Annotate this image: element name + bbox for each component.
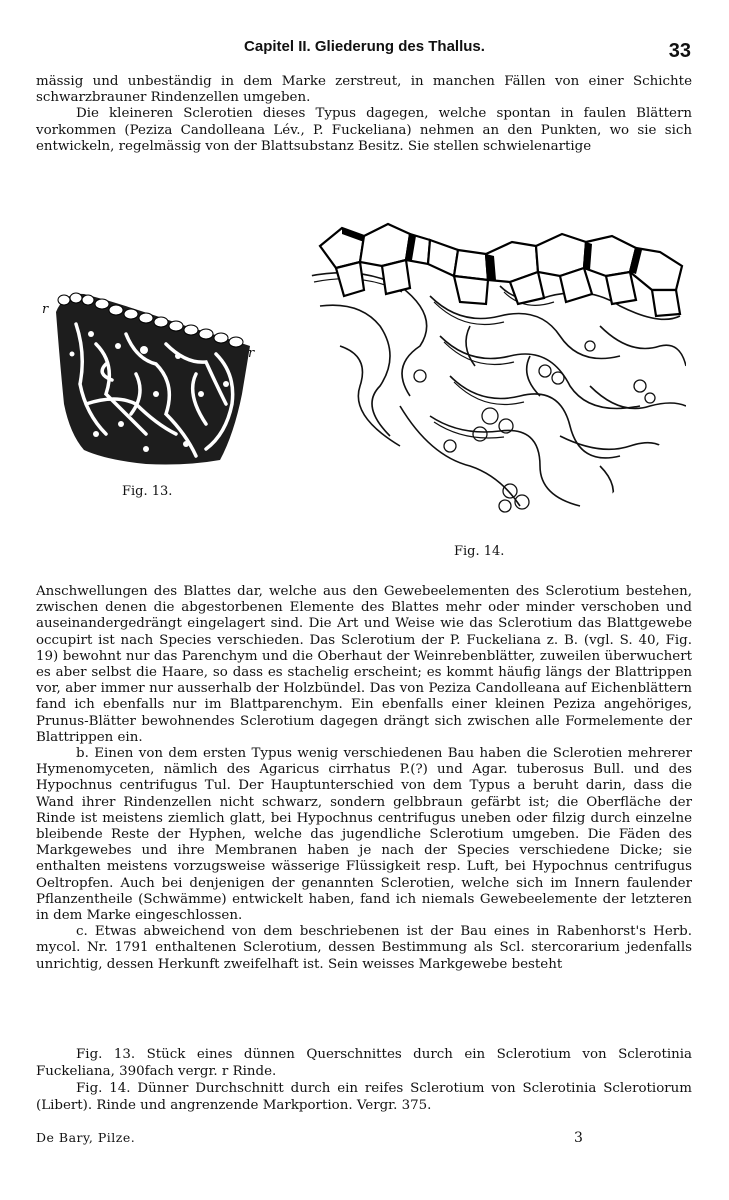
figure-13-illustration [36, 284, 262, 470]
footer-author: De Bary, Pilze. [36, 1130, 136, 1145]
running-title: Capitel II. Gliederung des Thallus. [244, 38, 485, 55]
rind-marker-left: r [42, 302, 49, 317]
paragraph-type-b: b. Einen von dem ersten Typus wenig verschiedenen Bau haben die Sclerotien mehrerer Hymenomyceten, nämlich des Agaricus cirrhatus P.(?) und Agar. tuberosus Bull. und des Hypochnus centrifugus Tul. Der Hauptunterschied von dem Typus a beruht darin, dass die Wand ihrer Rindenzellen nicht schwarz, sondern gelbbraun gefärbt ist; die Oberfläche der Rinde ist meistens ziemlich glatt, bei Hypochnus centrifugus uneben oder filzig durch einzelne bleibende Reste der Hyphen, welche das jugendliche Sclerotium umgeben. Die Fäden des Markgewebes und ihre Membranen haben je nach der Species verschiedene Dicke; sie enthalten meistens vorzugsweise wässerige Flüssigkeit resp. Luft, bei Hypochnus centrifugus Oeltropfen. Auch bei denjenigen der genannten Sclerotien, welche sich im Innern faulender Pflanzentheile (Schwämme) entwickelt haben, fand ich niemals Gewebeelemente der letzteren in dem Marke eingeschlossen. [36, 746, 692, 924]
signature-mark: 3 [574, 1130, 583, 1146]
paragraph-leaf-swellings: Anschwellungen des Blattes dar, welche aus den Gewebeelementen des Sclerotium bestehen, zwischen denen die abgestorbenen Elemente des Blattes mehr oder minder verschoben und auseinandergedrängt eingelagert sind. Die Art und Weise wie das Sclerotium das Blattgewebe occupirt ist nach Species verschieden. Das Sclerotium der P. Fuckeliana z. B. (vgl. S. 40, Fig. 19) bewohnt nur das Parenchym und die Oberhaut der Weinrebenblätter, zuweilen überwuchert es aber selbst die Haare, so dass es stachelig erscheint; es kommt häufig längs der Blattrippen vor, aber immer nur ausserhalb der Holzbündel. Das von Peziza Candolleana auf Eichenblättern fand ich ebenfalls nur im Blattparenchym. Ein ebenfalls einer kleinen Peziza angehöriges, Prunus-Blätter bewohnendes Sclerotium dagegen drängt sich zwischen alle Formelemente der Blattrippen ein. [36, 584, 692, 745]
figure-captions [36, 1046, 692, 1114]
page-header [0, 36, 729, 62]
page-footer [0, 1130, 729, 1152]
caption-fig-14: Fig. 14. Dünner Durchschnitt durch ein reifes Sclerotium von Sclerotinia Sclerotiorum (Libert). Rinde und angrenzende Markportion. Vergr. 375. [36, 1081, 692, 1113]
sclerotium-cortex-drawing [300, 206, 688, 534]
caption-fig-13: Fig. 13. Stück eines dünnen Querschnittes durch ein Sclerotium von Sclerotinia Fuckeliana, 390fach vergr. r Rinde. [36, 1047, 692, 1079]
paragraph-type-c: c. Etwas abweichend von dem beschriebenen ist der Bau eines in Rabenhorst's Herb. mycol. Nr. 1791 enthaltenen Sclerotium, dessen Bestimmung als Scl. stercorarium jedenfalls unrichtig, dessen Herkunft zweifelhaft ist. Sein weisses Markgewebe besteht [36, 924, 692, 972]
figure-14-illustration [300, 206, 688, 534]
figure-14-label: Fig. 14. [454, 544, 505, 559]
page-number: 33 [668, 40, 691, 62]
sclerotium-section-drawing [36, 284, 262, 470]
figure-13-label: Fig. 13. [122, 484, 173, 499]
top-text-block [36, 74, 692, 155]
paragraph-small-sclerotia: Die kleineren Sclerotien dieses Typus dagegen, welche spontan in faulen Blättern vorkommen (Peziza Candolleana Lév., P. Fuckeliana) nehmen an den Punkten, wo sie sich entwickeln, regelmässig von der Blattsubstanz Besitz. Sie stellen schwielenartige [36, 106, 692, 154]
main-text-block [36, 584, 692, 973]
rind-marker-right: r [248, 346, 255, 361]
paragraph-continuation: mässig und unbeständig in dem Marke zerstreut, in manchen Fällen von einer Schichte schwarzbrauner Rindenzellen umgeben. [36, 74, 692, 106]
